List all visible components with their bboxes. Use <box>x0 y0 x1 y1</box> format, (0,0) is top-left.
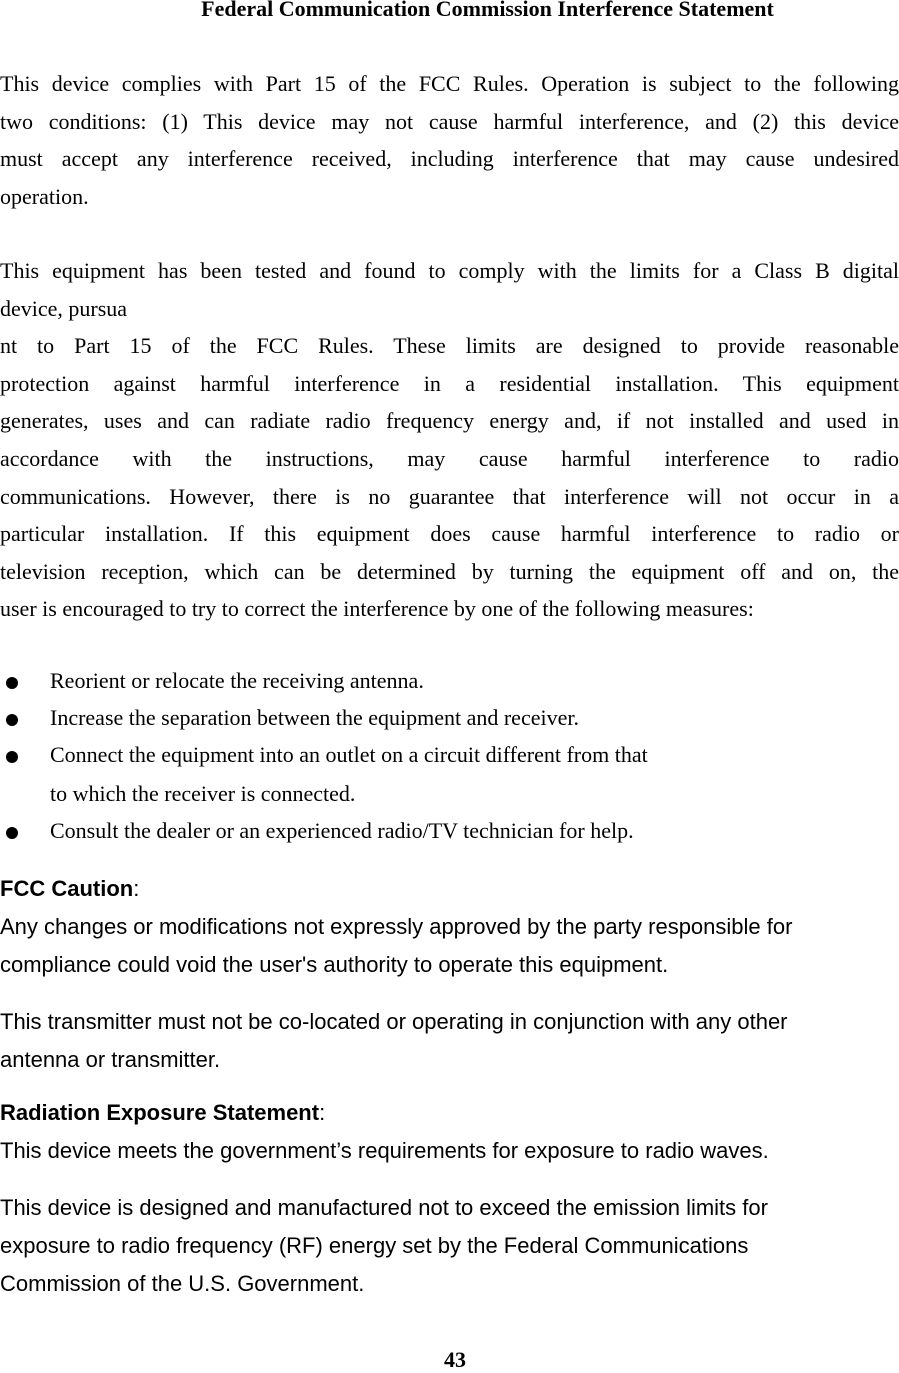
page-title: Federal Communication Commission Interference Statement <box>201 0 774 21</box>
list-item-text: to which the receiver is connected. <box>50 781 356 806</box>
bullet-icon <box>6 827 18 839</box>
list-item <box>0 702 899 739</box>
paragraph-line: generates, uses and can radiate radio frequency energy and, if not installed and used in <box>0 408 899 434</box>
list-item-text: Connect the equipment into an outlet on a circuit different from that <box>50 742 648 767</box>
list-item <box>0 665 899 702</box>
fcc-caution-section <box>0 870 899 984</box>
section-heading: Radiation Exposure Statement <box>0 1100 320 1125</box>
paragraph-line: nt to Part 15 of the FCC Rules. These limits are designed to provide reasonable <box>0 333 899 359</box>
paragraph-line: must accept any interference received, including interference that may cause undesired <box>0 146 899 172</box>
paragraph-line: protection against harmful interference in a residential installation. This equipment <box>0 370 899 396</box>
paragraph-line: device, pursua <box>0 295 128 321</box>
transmitter-line: This transmitter must not be co-located or operating in conjunction with any other <box>0 1009 788 1034</box>
transmitter-section <box>0 1003 899 1079</box>
list-item <box>0 739 899 776</box>
page-number: 43 <box>444 1347 466 1372</box>
transmitter-line: antenna or transmitter. <box>0 1047 221 1072</box>
bullet-icon <box>6 751 18 763</box>
list-item-text: Consult the dealer or an experienced radio/TV technician for help. <box>50 818 634 843</box>
paragraph-line: user is encouraged to try to correct the interference by one of the following measures: <box>0 596 754 622</box>
paragraph-line: particular installation. If this equipment does cause harmful interference to radio or <box>0 521 899 547</box>
radiation-line: This device meets the government’s requirements for exposure to radio waves. <box>0 1138 769 1163</box>
paragraph-line: communications. However, there is no guarantee that interference will not occur in a <box>0 483 899 509</box>
caution-line: Any changes or modifications not expressly approved by the party responsible for <box>0 914 793 939</box>
radiation-exposure-section <box>0 1094 899 1170</box>
emission-line: This device is designed and manufactured not to exceed the emission limits for <box>0 1195 768 1220</box>
emission-line: Commission of the U.S. Government. <box>0 1271 365 1296</box>
heading-colon: : <box>319 1100 326 1125</box>
list-item <box>0 815 899 852</box>
list-item-text: Reorient or relocate the receiving antenna. <box>50 668 424 693</box>
paragraph-line: This device complies with Part 15 of the FCC Rules. Operation is subject to the following <box>0 71 899 96</box>
bullet-icon <box>6 677 18 689</box>
section-heading: FCC Caution <box>0 876 134 901</box>
list-item-continuation <box>0 778 899 815</box>
paragraph-line: accordance with the instructions, may cause harmful interference to radio <box>0 445 899 471</box>
bullet-icon <box>6 714 18 726</box>
emission-line: exposure to radio frequency (RF) energy set by the Federal Communications <box>0 1233 749 1258</box>
compliance-paragraph <box>0 65 899 215</box>
paragraph-line: This equipment has been tested and found to comply with the limits for a Class B digital <box>0 258 899 283</box>
list-item-text: Increase the separation between the equipment and receiver. <box>50 705 579 730</box>
heading-colon: : <box>133 876 140 901</box>
paragraph-line: operation. <box>0 183 89 209</box>
equipment-paragraph <box>0 252 899 628</box>
caution-line: compliance could void the user's authority to operate this equipment. <box>0 952 669 977</box>
emission-limits-section <box>0 1189 899 1303</box>
paragraph-line: two conditions: (1) This device may not cause harmful interference, and (2) this device <box>0 108 899 134</box>
paragraph-line: television reception, which can be determined by turning the equipment off and on, the <box>0 558 899 584</box>
